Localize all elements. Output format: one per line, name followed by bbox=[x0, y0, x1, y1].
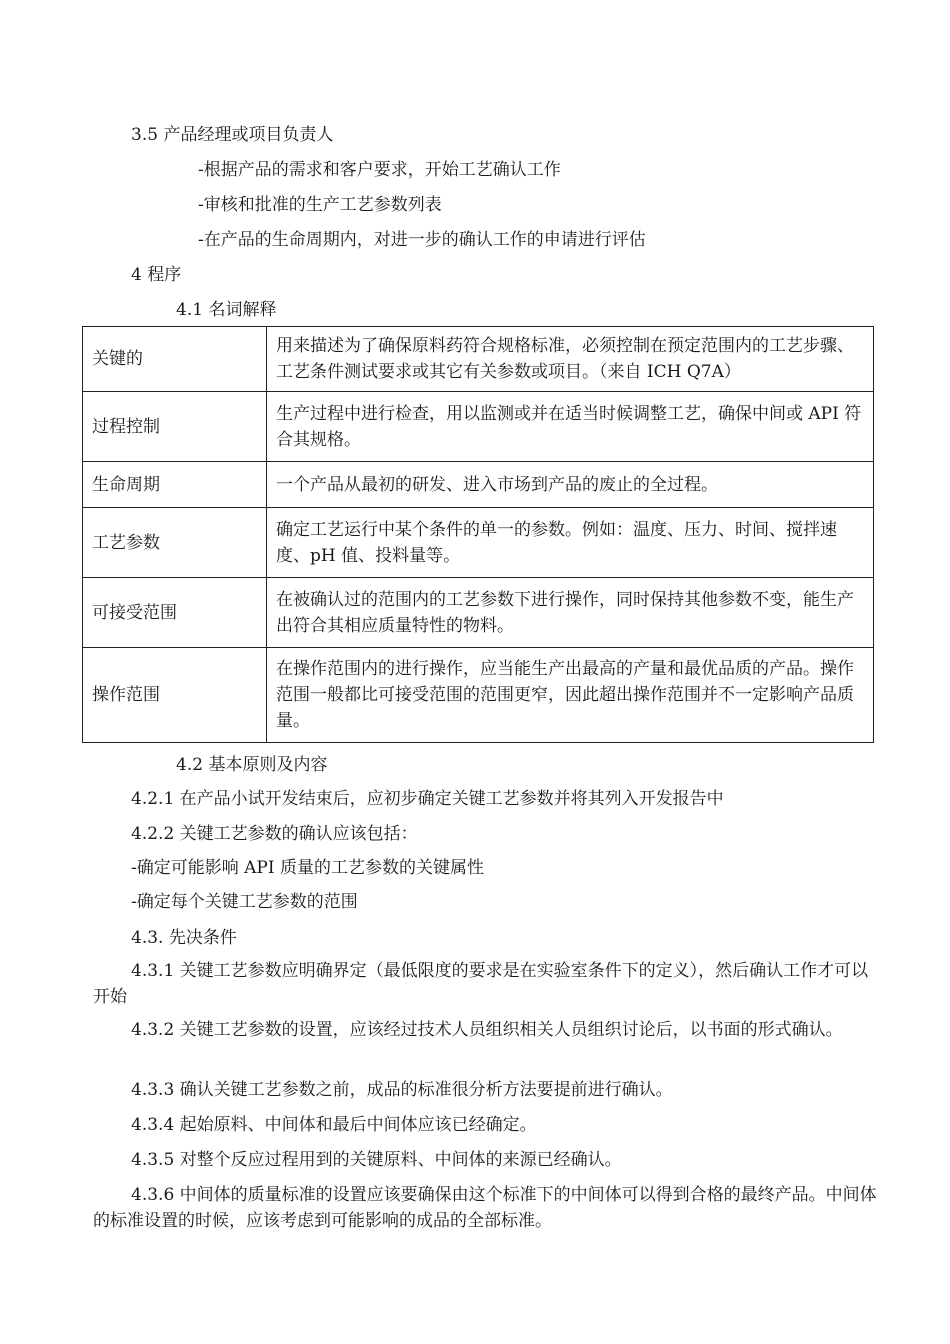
definition-cell: 一个产品从最初的研发、进入市场到产品的废止的全过程。 bbox=[267, 462, 874, 508]
section-4-3-2-paragraph: 4.3.2 关键工艺参数的设置，应该经过技术人员组织相关人员组织讨论后，以书面的形式确认。 bbox=[131, 1020, 843, 1040]
section-4-1-heading: 4.1 名词解释 bbox=[176, 300, 277, 320]
definition-cell: 在操作范围内的进行操作，应当能生产出最高的产量和最优品质的产品。操作范围一般都比可接受范围的范围更窄，因此超出操作范围并不一定影响产品质量。 bbox=[267, 648, 874, 743]
section-3-5-heading: 3.5 产品经理或项目负责人 bbox=[131, 125, 334, 145]
definition-cell: 在被确认过的范围内的工艺参数下进行操作，同时保持其他参数不变，能生产出符合其相应质量特性的物料。 bbox=[267, 578, 874, 648]
section-4-2-bullet: -确定可能影响 API 质量的工艺参数的关键属性 bbox=[131, 858, 484, 878]
definition-cell: 确定工艺运行中某个条件的单一的参数。例如：温度、压力、时间、搅拌速度、pH 值、投料量等。 bbox=[267, 508, 874, 578]
section-3-5-item: -审核和批准的生产工艺参数列表 bbox=[198, 195, 442, 215]
section-4-3-3-paragraph: 4.3.3 确认关键工艺参数之前，成品的标准很分析方法要提前进行确认。 bbox=[131, 1080, 673, 1100]
term-cell: 过程控制 bbox=[83, 392, 267, 462]
term-cell: 生命周期 bbox=[83, 462, 267, 508]
section-4-3-5-paragraph: 4.3.5 对整个反应过程用到的关键原料、中间体的来源已经确认。 bbox=[131, 1150, 622, 1170]
glossary-table bbox=[82, 326, 874, 743]
table-row bbox=[83, 327, 874, 392]
section-4-2-1-paragraph: 4.2.1 在产品小试开发结束后，应初步确定关键工艺参数并将其列入开发报告中 bbox=[131, 789, 724, 809]
table-row bbox=[83, 648, 874, 743]
term-cell: 可接受范围 bbox=[83, 578, 267, 648]
section-4-3-4-paragraph: 4.3.4 起始原料、中间体和最后中间体应该已经确定。 bbox=[131, 1115, 537, 1135]
table-row bbox=[83, 462, 874, 508]
section-4-heading: 4 程序 bbox=[131, 265, 182, 285]
table-row bbox=[83, 508, 874, 578]
term-cell: 工艺参数 bbox=[83, 508, 267, 578]
term-cell: 操作范围 bbox=[83, 648, 267, 743]
section-4-2-heading: 4.2 基本原则及内容 bbox=[176, 755, 328, 775]
table-row bbox=[83, 578, 874, 648]
section-4-3-heading: 4.3. 先决条件 bbox=[131, 928, 237, 948]
section-4-3-6-paragraph: 4.3.6 中间体的质量标准的设置应该要确保由这个标准下的中间体可以得到合格的最终产品。中间体的标准设置的时候，应该考虑到可能影响的成品的全部标准。 bbox=[93, 1185, 877, 1231]
section-4-2-2-paragraph: 4.2.2 关键工艺参数的确认应该包括： bbox=[131, 824, 418, 844]
section-4-3-1-paragraph: 4.3.1 关键工艺参数应明确界定（最低限度的要求是在实验室条件下的定义），然后确认工作才可以开始 bbox=[93, 961, 869, 1007]
section-4-2-bullet: -确定每个关键工艺参数的范围 bbox=[131, 892, 358, 912]
definition-cell: 生产过程中进行检查，用以监测或并在适当时候调整工艺，确保中间或 API 符合其规格。 bbox=[267, 392, 874, 462]
section-3-5-item: -根据产品的需求和客户要求，开始工艺确认工作 bbox=[198, 160, 561, 180]
section-3-5-item: -在产品的生命周期内，对进一步的确认工作的申请进行评估 bbox=[198, 230, 646, 250]
definition-cell: 用来描述为了确保原料药符合规格标准，必须控制在预定范围内的工艺步骤、工艺条件测试要求或其它有关参数或项目。（来自 ICH Q7A） bbox=[267, 327, 874, 392]
table-row bbox=[83, 392, 874, 462]
term-cell: 关键的 bbox=[83, 327, 267, 392]
